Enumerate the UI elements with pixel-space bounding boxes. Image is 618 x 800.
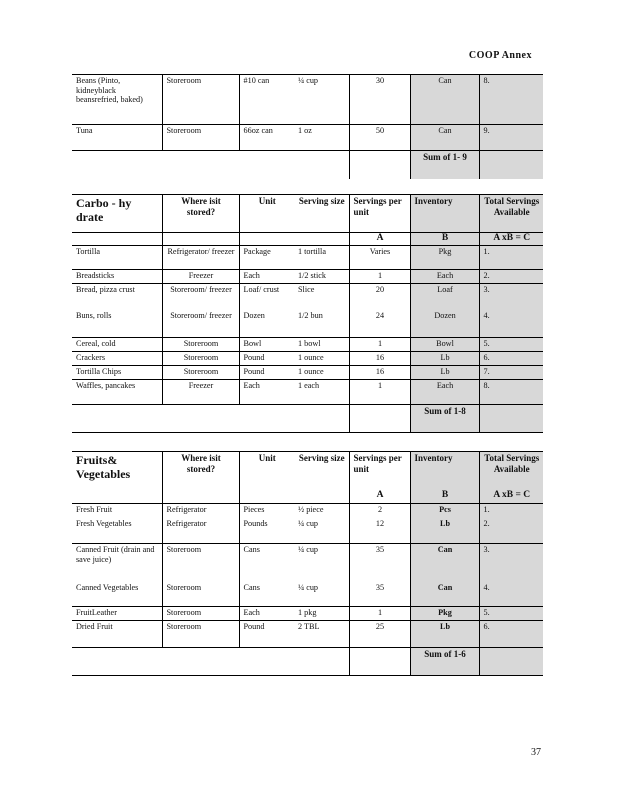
inventory-cell: Lb <box>410 351 479 365</box>
unit-cell: Each <box>239 379 294 404</box>
unit-cell: #10 can <box>239 75 294 125</box>
table-row <box>72 337 543 351</box>
table-row <box>72 75 543 125</box>
serving-cell: 1 ounce <box>294 365 349 379</box>
serving-cell: 1 each <box>294 379 349 404</box>
inventory-cell: Can <box>410 125 479 151</box>
total-cell: 1. <box>479 245 543 269</box>
serving-cell: 2 TBL <box>294 621 349 648</box>
header-serving: Serving size <box>294 452 349 490</box>
item-cell: Canned Vegetables <box>72 582 162 607</box>
serving-cell: ¼ cup <box>294 544 349 582</box>
unit-cell: Cans <box>243 545 260 554</box>
servings-cell: 35 <box>349 544 410 582</box>
page-header: COOP Annex <box>468 50 532 61</box>
serving-cell: 1/2 stick <box>294 269 349 283</box>
servings-cell: 35 <box>349 582 410 607</box>
column-c-label: A xB = C <box>479 233 543 246</box>
servings-cell: 16 <box>349 365 410 379</box>
item-cell: Tuna <box>72 125 162 151</box>
unit-cell: Pounds <box>239 518 294 544</box>
header-servings: Servings per unit <box>349 195 410 233</box>
inventory-cell: Bowl <box>410 337 479 351</box>
servings-cell: 1 <box>349 269 410 283</box>
sum-row <box>72 404 543 432</box>
header-unit: Unit <box>239 452 294 490</box>
section-title: Fruits& Vegetables <box>72 452 162 490</box>
item-cell: Waffles, pancakes <box>72 379 162 404</box>
total-cell: 8. <box>479 379 543 404</box>
column-a-label: A <box>349 233 410 246</box>
column-b-label: B <box>410 233 479 246</box>
unit-cell: Loaf/ crust <box>239 283 294 310</box>
serving-cell: 1 tortilla <box>294 245 349 269</box>
unit-cell: Each <box>239 269 294 283</box>
item-cell: Crackers <box>72 351 162 365</box>
sum-row <box>72 648 543 676</box>
total-cell: 6. <box>479 351 543 365</box>
inventory-cell: Pcs <box>410 504 479 518</box>
sum-label: Sum of 1- 9 <box>423 152 467 162</box>
item-cell: Dried Fruit <box>72 621 162 648</box>
item-cell: Cereal, cold <box>72 337 162 351</box>
unit-cell: 66oz can <box>239 125 294 151</box>
servings-cell: 12 <box>349 518 410 544</box>
sum-label: Sum of 1-6 <box>424 649 466 659</box>
table-row <box>72 125 543 151</box>
unit-cell: Each <box>239 607 294 621</box>
where-cell: Storeroom <box>162 351 239 365</box>
total-cell: 7. <box>479 365 543 379</box>
inventory-cell: Can <box>410 582 479 607</box>
serving-cell: 1 ounce <box>294 351 349 365</box>
where-cell: Storeroom/ freezer <box>162 283 239 310</box>
item-cell: FruitLeather <box>72 607 162 621</box>
table-row <box>72 544 543 582</box>
table-row <box>72 245 543 269</box>
table-row <box>72 379 543 404</box>
serving-cell: ¼ cup <box>294 518 349 544</box>
inventory-cell: Lb <box>410 621 479 648</box>
section-title: Carbo - hy drate <box>72 195 162 233</box>
column-b-label: B <box>410 490 479 504</box>
where-cell: Storeroom <box>162 607 239 621</box>
servings-cell: 2 <box>349 504 410 518</box>
where-cell: Freezer <box>162 269 239 283</box>
inventory-cell: Can <box>410 75 479 125</box>
sum-row <box>72 151 543 179</box>
inventory-cell: Each <box>410 379 479 404</box>
servings-cell: 30 <box>349 75 410 125</box>
where-cell: Storeroom <box>162 337 239 351</box>
servings-cell: 1 <box>349 337 410 351</box>
serving-cell: ½ piece <box>294 504 349 518</box>
total-cell: 4. <box>479 582 543 607</box>
where-cell: Refrigerator/ freezer <box>162 245 239 269</box>
where-cell: Storeroom <box>162 365 239 379</box>
where-cell: Freezer <box>162 379 239 404</box>
total-cell: 2. <box>479 518 543 544</box>
servings-cell: 24 <box>349 310 410 337</box>
where-cell: Storeroom <box>162 125 239 151</box>
table-header-row <box>72 233 543 246</box>
header-servings: Servings per unit <box>349 452 410 490</box>
where-cell: Refrigerator <box>162 518 239 544</box>
carbohydrate-table <box>72 194 543 433</box>
table-header-row <box>72 195 543 233</box>
item-cell: Buns, rolls <box>72 310 162 337</box>
servings-cell: 50 <box>349 125 410 151</box>
table-row <box>72 621 543 648</box>
inventory-cell: Pkg <box>410 607 479 621</box>
inventory-cell: Lb <box>410 518 479 544</box>
inventory-cell: Pkg <box>410 245 479 269</box>
table-header-row <box>72 452 543 490</box>
item-cell: Fresh Fruit <box>72 504 162 518</box>
table-row <box>72 269 543 283</box>
header-serving: Serving size <box>294 195 349 233</box>
where-cell: Storeroom <box>162 582 239 607</box>
item-cell: Breadsticks <box>72 269 162 283</box>
table-row <box>72 518 543 544</box>
table-header-row <box>72 490 543 504</box>
column-c-label: A xB = C <box>479 490 543 504</box>
header-where: Where isit stored? <box>162 195 239 233</box>
where-cell: Storeroom <box>162 621 239 648</box>
serving-cell: 1/2 bun <box>294 310 349 337</box>
where-cell: Refrigerator <box>162 504 239 518</box>
page-number: 37 <box>531 747 541 758</box>
protein-table <box>72 74 543 179</box>
unit-cell: Pound <box>239 351 294 365</box>
sum-label: Sum of 1-8 <box>424 405 466 416</box>
unit-cell: Dozen <box>239 310 294 337</box>
inventory-cell: Can <box>410 544 479 582</box>
header-unit: Unit <box>239 195 294 233</box>
table-row <box>72 351 543 365</box>
where-cell: Storeroom/ freezer <box>162 310 239 337</box>
serving-cell: 1 pkg <box>294 607 349 621</box>
total-cell: 8. <box>479 75 543 125</box>
inventory-cell: Loaf <box>410 283 479 310</box>
unit-cell: Bowl <box>239 337 294 351</box>
item-cell: Fresh Vegetables <box>72 518 162 544</box>
table-row <box>72 365 543 379</box>
header-inventory: Inventory <box>410 452 479 490</box>
servings-cell: 25 <box>349 621 410 648</box>
total-cell: 3. <box>479 283 543 310</box>
total-cell: 1. <box>479 504 543 518</box>
total-cell: 5. <box>479 337 543 351</box>
inventory-cell: Each <box>410 269 479 283</box>
header-total: Total Servings Available <box>479 452 543 490</box>
servings-cell: 20 <box>349 283 410 310</box>
serving-cell: 1 bowl <box>294 337 349 351</box>
table-row <box>72 582 543 607</box>
servings-cell: 16 <box>349 351 410 365</box>
servings-cell: 1 <box>349 607 410 621</box>
total-cell: 2. <box>479 269 543 283</box>
header-total: Total Servings Available <box>479 195 543 233</box>
inventory-cell: Lb <box>410 365 479 379</box>
serving-cell: Slice <box>294 283 349 310</box>
header-inventory: Inventory <box>410 195 479 233</box>
item-cell: Tortilla Chips <box>72 365 162 379</box>
unit-cell: Pound <box>239 365 294 379</box>
table-row <box>72 607 543 621</box>
total-cell: 3. <box>479 544 543 582</box>
item-cell: Tortilla <box>72 245 162 269</box>
item-cell: Bread, pizza crust <box>72 283 162 310</box>
header-where: Where isit stored? <box>162 452 239 490</box>
where-cell: Storeroom <box>162 544 239 582</box>
serving-cell: 1 oz <box>294 125 349 151</box>
total-cell: 9. <box>479 125 543 151</box>
item-cell: Beans (Pinto, kidneyblack beansrefried, baked) <box>72 75 162 125</box>
servings-cell: 1 <box>349 379 410 404</box>
serving-cell: ¼ cup <box>294 582 349 607</box>
table-row <box>72 504 543 518</box>
inventory-cell: Dozen <box>410 310 479 337</box>
column-a-label: A <box>349 490 410 504</box>
table-row <box>72 283 543 310</box>
serving-cell: ¼ cup <box>294 75 349 125</box>
unit-cell: Pound <box>239 621 294 648</box>
unit-cell: Pieces <box>243 505 265 514</box>
fruits-vegetables-table <box>72 451 543 676</box>
servings-cell: Varies <box>349 245 410 269</box>
total-cell: 4. <box>479 310 543 337</box>
item-cell: Canned Fruit (drain and save juice) <box>72 544 162 582</box>
total-cell: 6. <box>479 621 543 648</box>
unit-cell: Cans <box>239 582 294 607</box>
unit-cell: Package <box>243 246 271 256</box>
table-row <box>72 310 543 337</box>
total-cell: 5. <box>479 607 543 621</box>
where-cell: Storeroom <box>162 75 239 125</box>
